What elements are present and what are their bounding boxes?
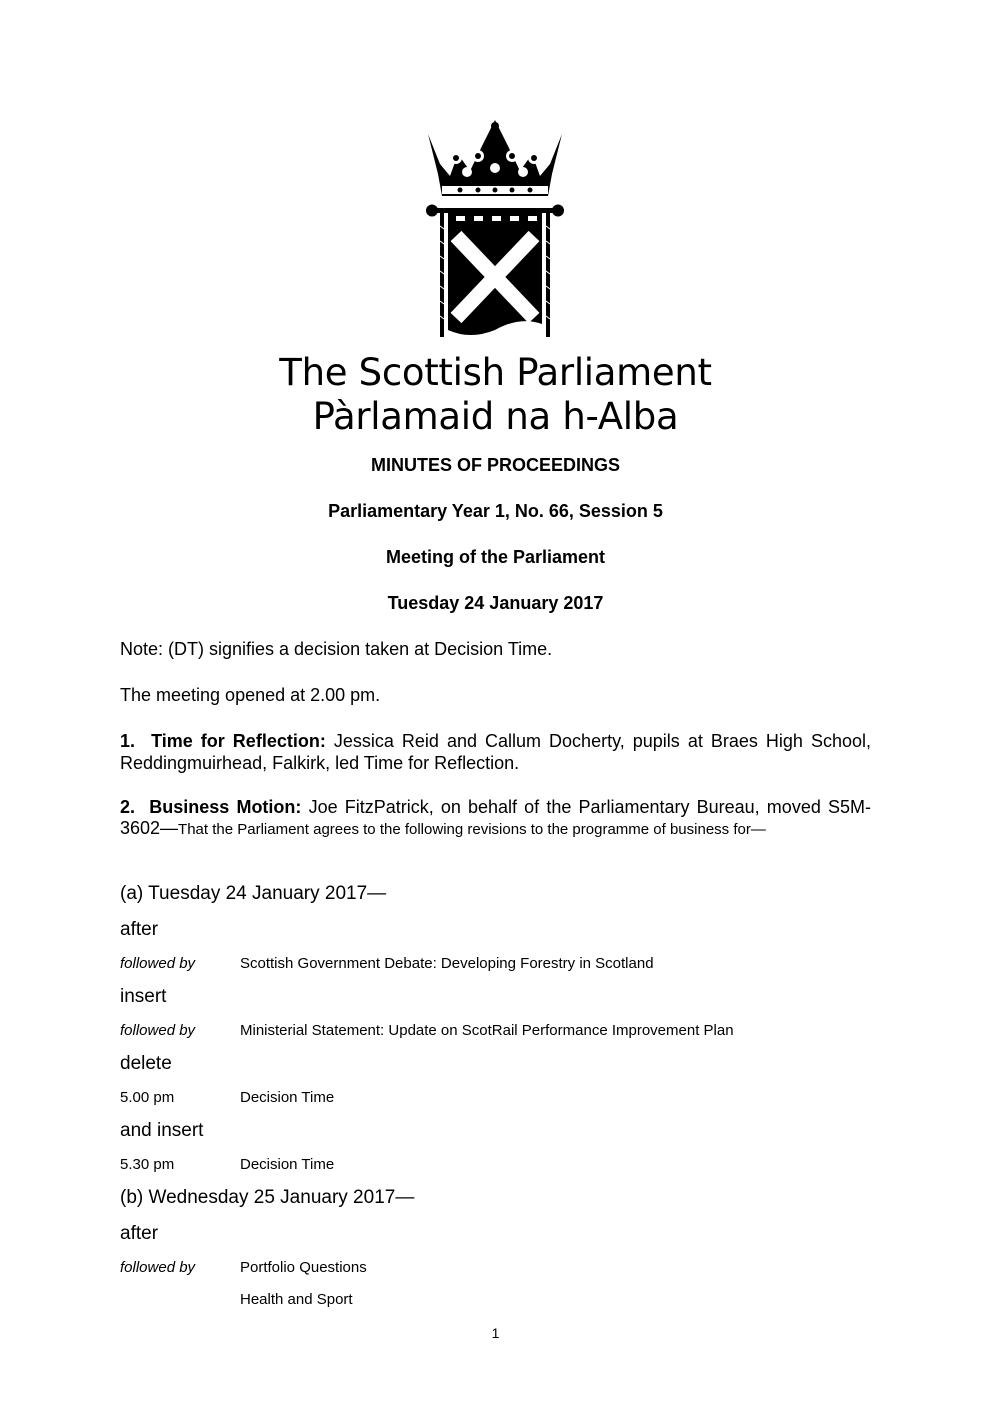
schedule-row xyxy=(120,1260,880,1275)
dt-note: Note: (DT) signifies a decision taken at Decision Time. xyxy=(120,639,553,659)
schedule-row-value: Scottish Government Debate: Developing Forestry in Scotland xyxy=(240,955,654,972)
schedule-row-value: Ministerial Statement: Update on ScotRail Performance Improvement Plan xyxy=(240,1022,734,1039)
motion-text: That the Parliament agrees to the following revisions to the programme of business for— xyxy=(178,821,766,838)
and-insert-label: and insert xyxy=(120,1120,204,1141)
page-number: 1 xyxy=(491,1325,500,1341)
item-2 xyxy=(120,797,871,840)
meeting-line: Meeting of the Parliament xyxy=(385,547,606,567)
opening-time: The meeting opened at 2.00 pm. xyxy=(120,685,381,705)
schedule-row xyxy=(120,1023,880,1038)
date-line: Tuesday 24 January 2017 xyxy=(387,593,604,613)
schedule-row xyxy=(120,1157,880,1172)
item-1 xyxy=(120,730,871,774)
delete-label: delete xyxy=(120,1053,172,1074)
after-label: after xyxy=(120,1223,159,1244)
revision-b-heading: (b) Wednesday 25 January 2017— xyxy=(120,1187,415,1208)
schedule-row-key: followed by xyxy=(120,1022,196,1039)
revision-a-heading: (a) Tuesday 24 January 2017— xyxy=(120,883,387,904)
session-line: Parliamentary Year 1, No. 66, Session 5 xyxy=(328,501,663,521)
schedule-row-value: Decision Time xyxy=(240,1156,335,1173)
item-1-text: Jessica Reid and Callum Docherty, pupils at Braes High School, Reddingmuirhead, Falkirk, led Time for Reflection. xyxy=(120,731,871,773)
schedule-row-value: Decision Time xyxy=(240,1089,335,1106)
item-1-title: Time for Reflection: xyxy=(151,731,326,751)
item-1-number: 1. xyxy=(120,731,136,751)
document-title: MINUTES OF PROCEEDINGS xyxy=(370,455,621,475)
insert-label: insert xyxy=(120,986,167,1007)
schedule-row-value: Health and Sport xyxy=(240,1291,353,1308)
item-2-number: 2. xyxy=(120,797,136,817)
brand-name-english: The Scottish Parliament xyxy=(279,351,712,394)
schedule-row xyxy=(120,1090,880,1105)
item-2-title: Business Motion: xyxy=(149,797,302,817)
scottish-parliament-logo xyxy=(420,116,570,341)
schedule-row-key: 5.00 pm xyxy=(120,1089,175,1106)
item-2-text: Joe FitzPatrick, on behalf of the Parliamentary Bureau, moved S5M-3602— xyxy=(120,797,871,838)
after-label: after xyxy=(120,919,159,940)
schedule-row xyxy=(120,1292,880,1307)
schedule-row-value: Portfolio Questions xyxy=(240,1259,367,1276)
schedule-row-key: followed by xyxy=(120,955,196,972)
schedule-row xyxy=(120,956,880,971)
schedule-row-key: 5.30 pm xyxy=(120,1156,175,1173)
schedule-row-key: followed by xyxy=(120,1259,196,1276)
brand-name-gaelic: Pàrlamaid na h-Alba xyxy=(312,395,679,438)
